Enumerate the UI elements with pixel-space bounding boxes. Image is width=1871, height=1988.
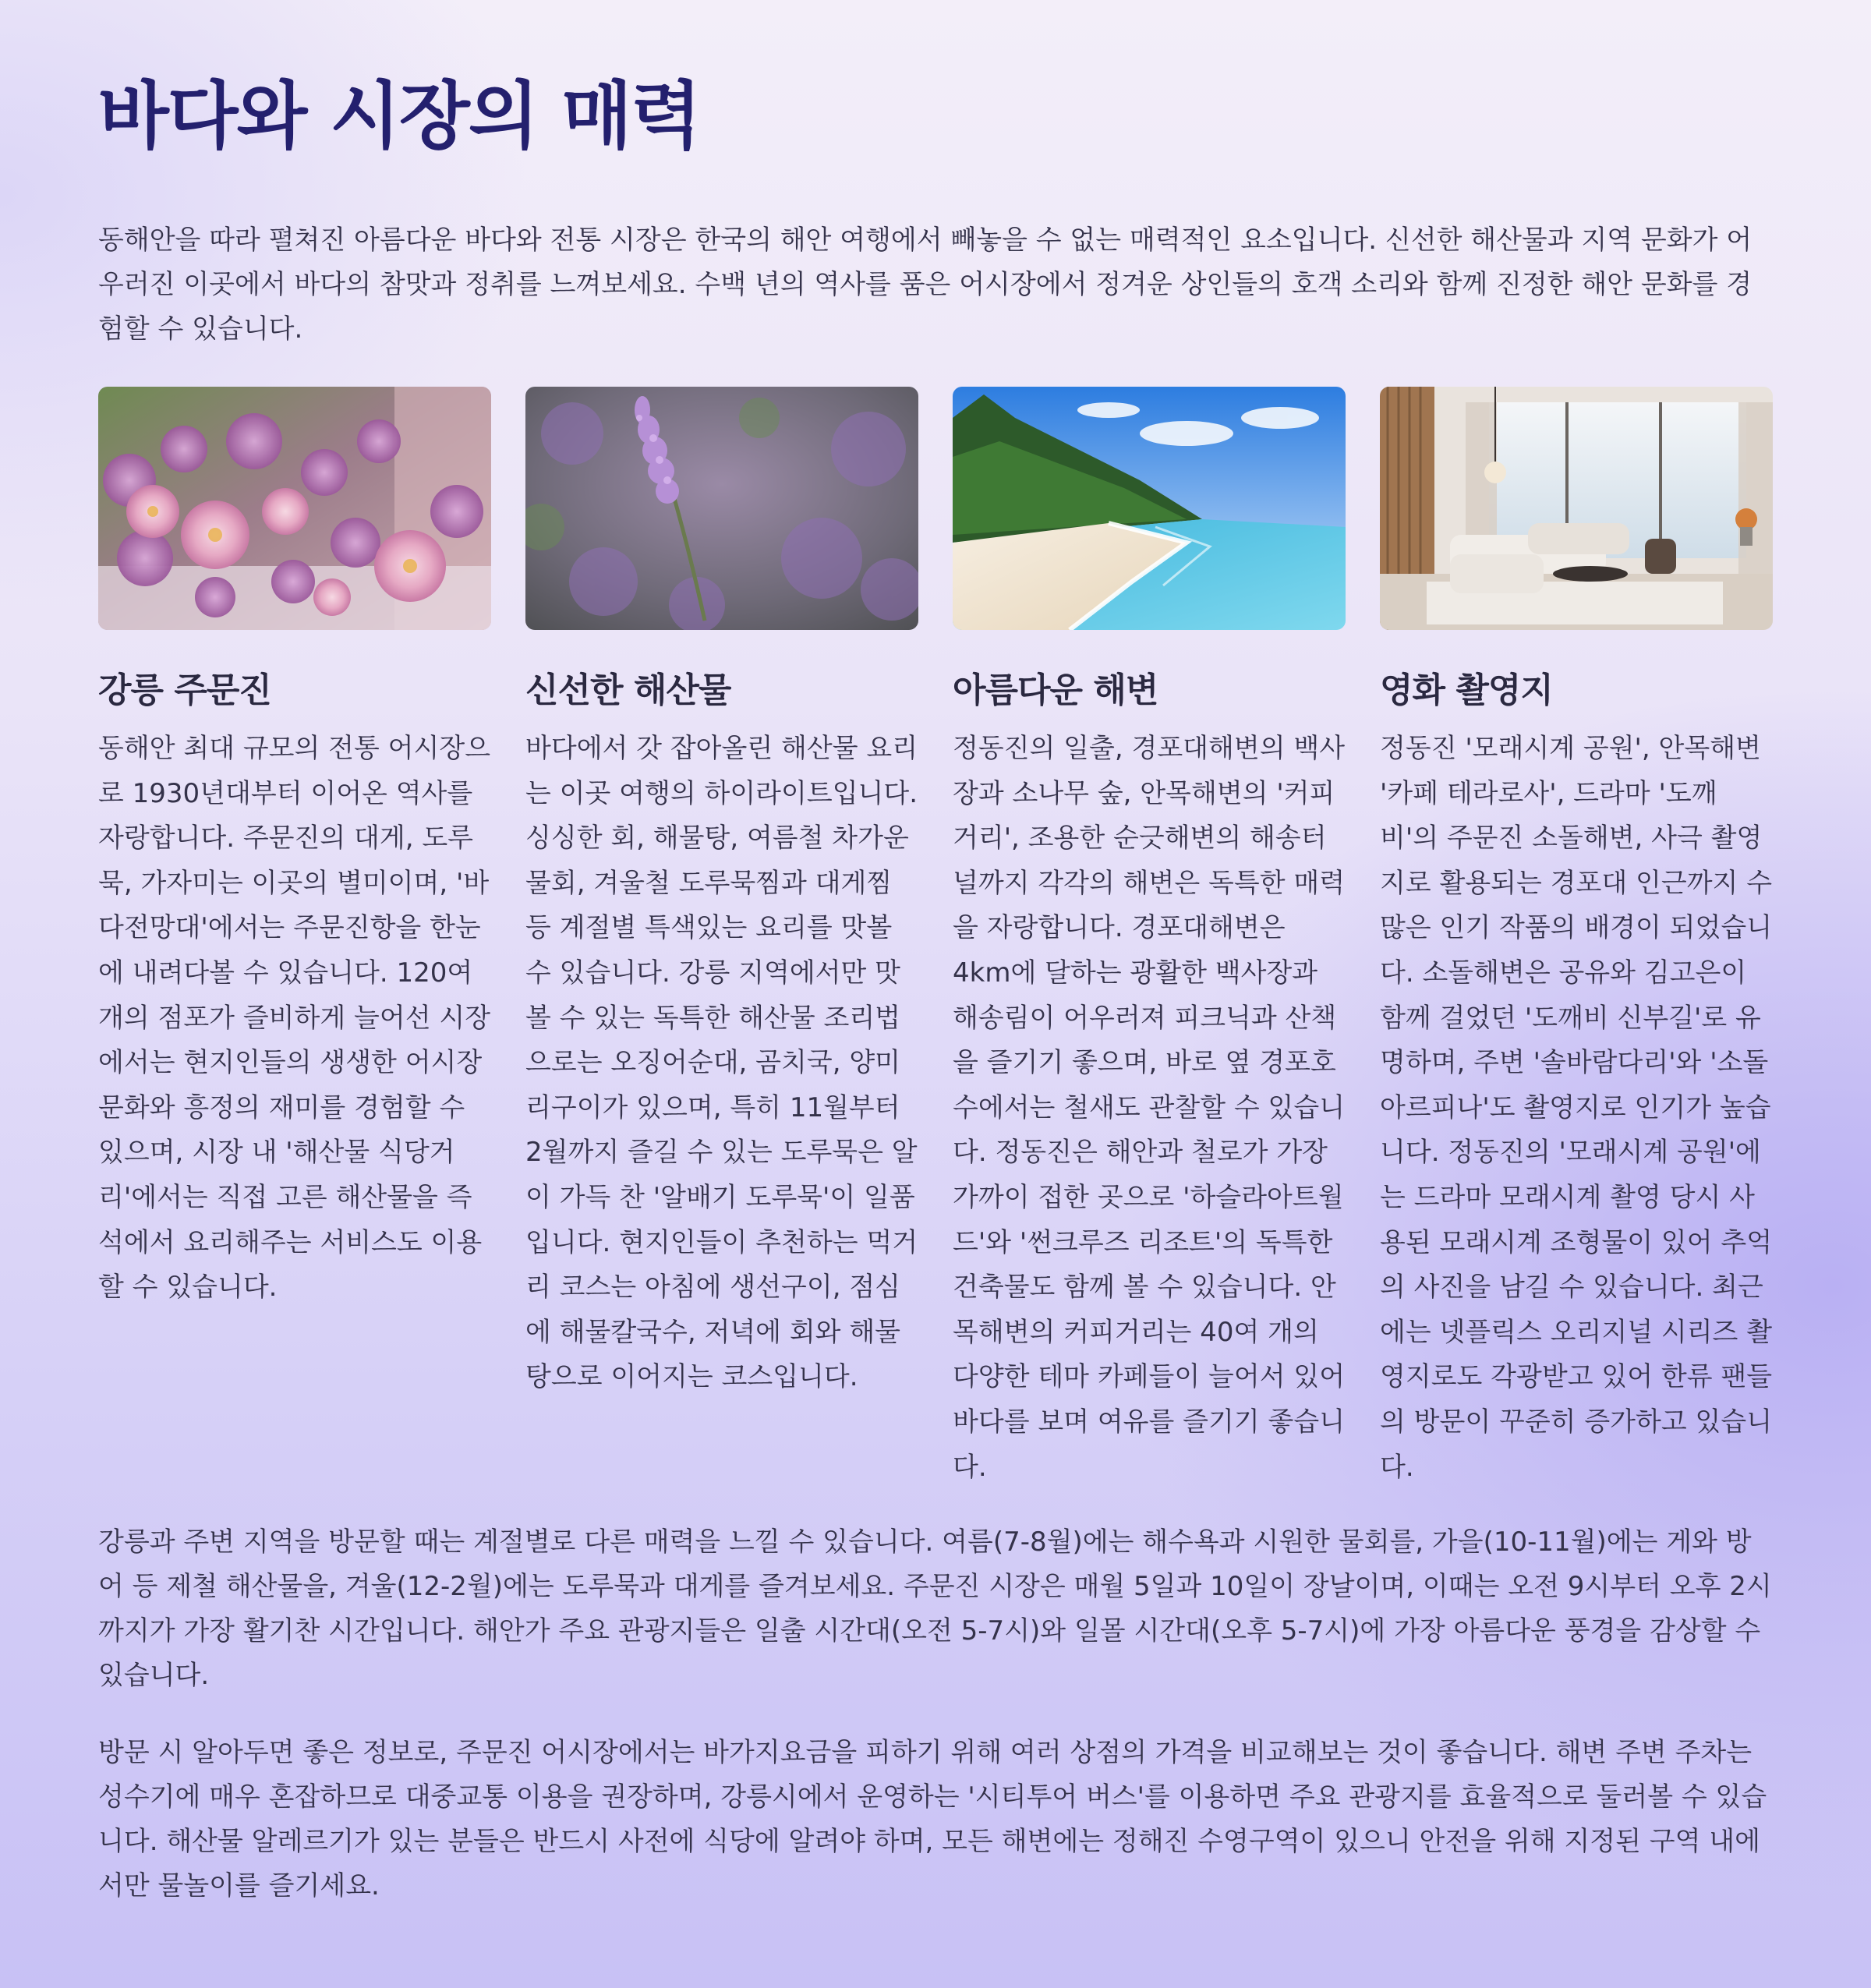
card-body: 정동진의 일출, 경포대해변의 백사장과 소나무 숲, 안목해변의 '커피거리', 조용한 순긋해변의 해송터널까지 각각의 해변은 독특한 매력을 자랑합니다. 경포대해변은 4km에 달하는 광활한 백사장과 해송림이 어우러져 피크닉과 산책을 즐기기 좋으며, 바로 옆 경포호수에서는 철새도 관찰할 수 있습니다. 정동진은 해안과 철로가 가장 가까이 접한 곳으로 '하슬라아트월드'와 '썬크루즈 리조트'의 독특한 건축물도 함께 볼 수 있습니다. 안목해변의 커피거리는 40여 개의 다양한 테마 카페들이 늘어서 있어 바다를 보며 여유를 즐기기 좋습니다.	[953, 733, 1346, 1483]
lavender-flower-photo	[525, 387, 918, 630]
card-beach	[953, 387, 1346, 1490]
page-title: 바다와 시장의 매력	[98, 74, 700, 159]
card-body: 바다에서 갓 잡아올린 해산물 요리는 이곳 여행의 하이라이트입니다. 싱싱한 회, 해물탕, 여름철 차가운 물회, 겨울철 도루묵찜과 대게찜 등 계절별 특색있는 요리를 맛볼 수 있습니다. 강릉 지역에서만 맛볼 수 있는 독특한 해산물 조리법으로는 오징어순대, 곰치국, 양미리구이가 있으며, 특히 11월부터 2월까지 즐길 수 있는 도루묵은 알이 가득 찬 '알배기 도루묵'이 일품입니다. 현지인들이 추천하는 먹거리 코스는 아침에 생선구이, 점심에 해물칼국수, 저녁에 회와 해물탕으로 이어지는 코스입니다.	[525, 733, 918, 1393]
card-filming-location	[1380, 387, 1773, 1490]
card-body: 동해안 최대 규모의 전통 어시장으로 1930년대부터 이어온 역사를 자랑합니다. 주문진의 대게, 도루묵, 가자미는 이곳의 별미이며, '바다전망대'에서는 주문진항을 한눈에 내려다볼 수 있습니다. 120여 개의 점포가 즐비하게 늘어선 시장에서는 현지인들의 생생한 어시장 문화와 흥정의 재미를 경험할 수 있으며, 시장 내 '해산물 식당거리'에서는 직접 고른 해산물을 즉석에서 요리해주는 서비스도 이용할 수 있습니다.	[98, 733, 491, 1304]
card-heading: 강릉 주문진	[98, 670, 271, 710]
lavender-flower-image	[525, 387, 918, 630]
card-heading: 아름다운 해변	[953, 670, 1158, 710]
intro-paragraph: 동해안을 따라 펼쳐진 아름다운 바다와 전통 시장은 한국의 해안 여행에서 빼놓을 수 없는 매력적인 요소입니다. 신선한 해산물과 지역 문화가 어우러진 이곳에서 바다의 참맛과 정취를 느껴보세요. 수백 년의 역사를 품은 어시장에서 정겨운 상인들의 호객 소리와 함께 진정한 해안 문화를 경험할 수 있습니다.	[98, 225, 1753, 345]
living-room-photo	[1380, 387, 1773, 630]
living-room-image	[1380, 387, 1773, 630]
card-body: 정동진 '모래시계 공원', 안목해변 '카페 테라로사', 드라마 '도깨비'의 주문진 소돌해변, 사극 촬영지로 활용되는 경포대 인근까지 수많은 인기 작품의 배경이 되었습니다. 소돌해변은 공유와 김고은이 함께 걸었던 '도깨비 신부길'로 유명하며, 주변 '솔바람다리'와 '소돌아르피나'도 촬영지로 인기가 높습니다. 정동진의 '모래시계 공원'에는 드라마 모래시계 촬영 당시 사용된 모래시계 조형물이 있어 추억의 사진을 남길 수 있습니다. 최근에는 넷플릭스 오리지널 시리즈 촬영지로도 각광받고 있어 한류 팬들의 방문이 꾸준히 증가하고 있습니다.	[1380, 733, 1773, 1483]
pink-flowers-photo	[98, 387, 491, 630]
beach-image	[953, 387, 1346, 630]
card-jumunjin	[98, 387, 491, 1490]
pink-flowers-image	[98, 387, 491, 630]
travel-tips-paragraph: 방문 시 알아두면 좋은 정보로, 주문진 어시장에서는 바가지요금을 피하기 위해 여러 상점의 가격을 비교해보는 것이 좋습니다. 해변 주변 주차는 성수기에 매우 혼잡하므로 대중교통 이용을 권장하며, 강릉시에서 운영하는 '시티투어 버스'를 이용하면 주요 관광지를 효율적으로 둘러볼 수 있습니다. 해산물 알레르기가 있는 분들은 반드시 사전에 식당에 알려야 하며, 모든 해변에는 정해진 수영구역이 있으니 안전을 위해 지정된 구역 내에서만 물놀이를 즐기세요.	[98, 1737, 1767, 1901]
feature-cards	[98, 387, 1773, 1490]
seasonal-info-paragraph: 강릉과 주변 지역을 방문할 때는 계절별로 다른 매력을 느낄 수 있습니다. 여름(7-8월)에는 해수욕과 시원한 물회를, 가을(10-11월)에는 게와 방어 등 제철 해산물을, 겨울(12-2월)에는 도루묵과 대게를 즐겨보세요. 주문진 시장은 매월 5일과 10일이 장날이며, 이때는 오전 9시부터 오후 2시까지가 가장 활기찬 시간입니다. 해안가 주요 관광지들은 일출 시간대(오전 5-7시)와 일몰 시간대(오후 5-7시)에 가장 아름다운 풍경을 감상할 수 있습니다.	[98, 1526, 1772, 1691]
beach-photo	[953, 387, 1346, 630]
card-heading: 영화 촬영지	[1380, 670, 1553, 710]
card-seafood	[525, 387, 918, 1490]
card-heading: 신선한 해산물	[525, 670, 731, 710]
